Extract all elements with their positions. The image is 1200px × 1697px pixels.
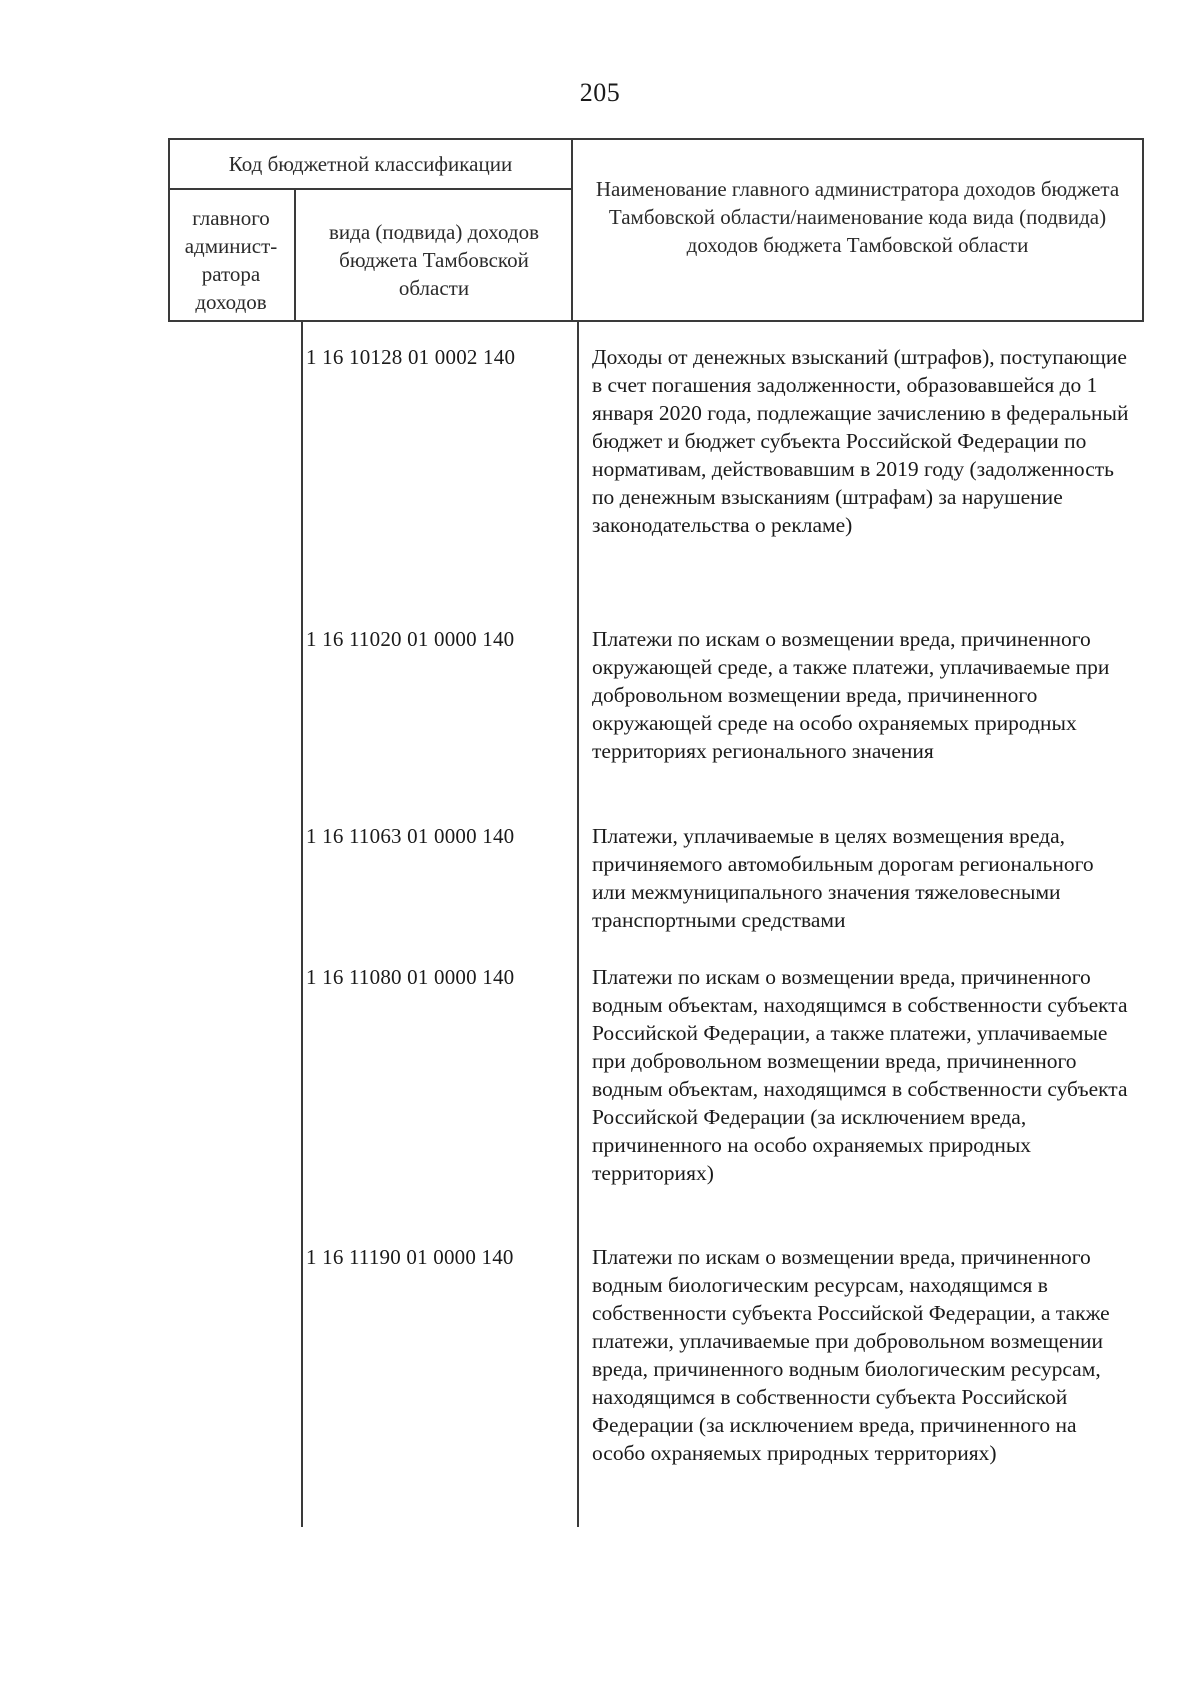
header-divider-sub: [294, 188, 296, 322]
row-code-1: 1 16 10128 01 0002 140: [306, 345, 516, 369]
header-col-name: Наименование главного администратора доходов бюджета Тамбовской области/наименование кода вида (подвида) доходов бюджета Тамбовской области: [595, 177, 1120, 257]
header-col-admin: главного админист-ратора доходов: [184, 206, 278, 314]
row-code-4: 1 16 11080 01 0000 140: [306, 965, 515, 989]
header-col-code: вида (подвида) доходов бюджета Тамбовской области: [329, 220, 539, 300]
row-name-1: Доходы от денежных взысканий (штрафов), поступающие в счет погашения задолженности, образовавшейся до 1 января 2020 года, подлежащие зачислению в федеральный бюджет и бюджет субъекта Российской Федерации по нормативам, действовавшим в 2019 году (задолженность по денежным взысканиям (штрафам) за нарушение законодательства о рекламе): [592, 345, 1129, 537]
header-divider-main: [571, 138, 573, 322]
page-number: 205: [579, 78, 621, 107]
row-name-3: Платежи, уплачиваемые в целях возмещения вреда, причиняемого автомобильным дорогам регионального или межмуниципального значения тяжеловесными транспортными средствами: [592, 824, 1094, 932]
row-code-3: 1 16 11063 01 0000 140: [306, 824, 515, 848]
row-code-5: 1 16 11190 01 0000 140: [306, 1245, 514, 1269]
body-divider-left: [301, 322, 303, 1527]
row-name-2: Платежи по искам о возмещении вреда, причиненного окружающей среде, а также платежи, уплачиваемые при добровольном возмещении вреда, причиненного окружающей среде на особо охраняемых природных территориях регионального значения: [592, 627, 1110, 763]
row-code-2: 1 16 11020 01 0000 140: [306, 627, 515, 651]
body-divider-right: [577, 322, 579, 1527]
row-name-5: Платежи по искам о возмещении вреда, причиненного водным биологическим ресурсам, находящимся в собственности субъекта Российской Федерации, а также платежи, уплачиваемые при добровольном возмещении вреда, причиненного водным биологическим ресурсам, находящимся в собственности субъекта Российской Федерации (за исключением вреда, причиненного на особо охраняемых природных территориях): [592, 1245, 1110, 1465]
header-group-title: Код бюджетной классификации: [228, 152, 513, 176]
header-group-underline: [168, 188, 573, 190]
row-name-4: Платежи по искам о возмещении вреда, причиненного водным объектам, находящимся в собственности субъекта Российской Федерации, а также платежи, уплачиваемые при добровольном возмещении вреда, причиненного водным объектам, находящимся в собственности субъекта Российской Федерации (за исключением вреда, причиненного на особо охраняемых природных территориях): [592, 965, 1128, 1185]
